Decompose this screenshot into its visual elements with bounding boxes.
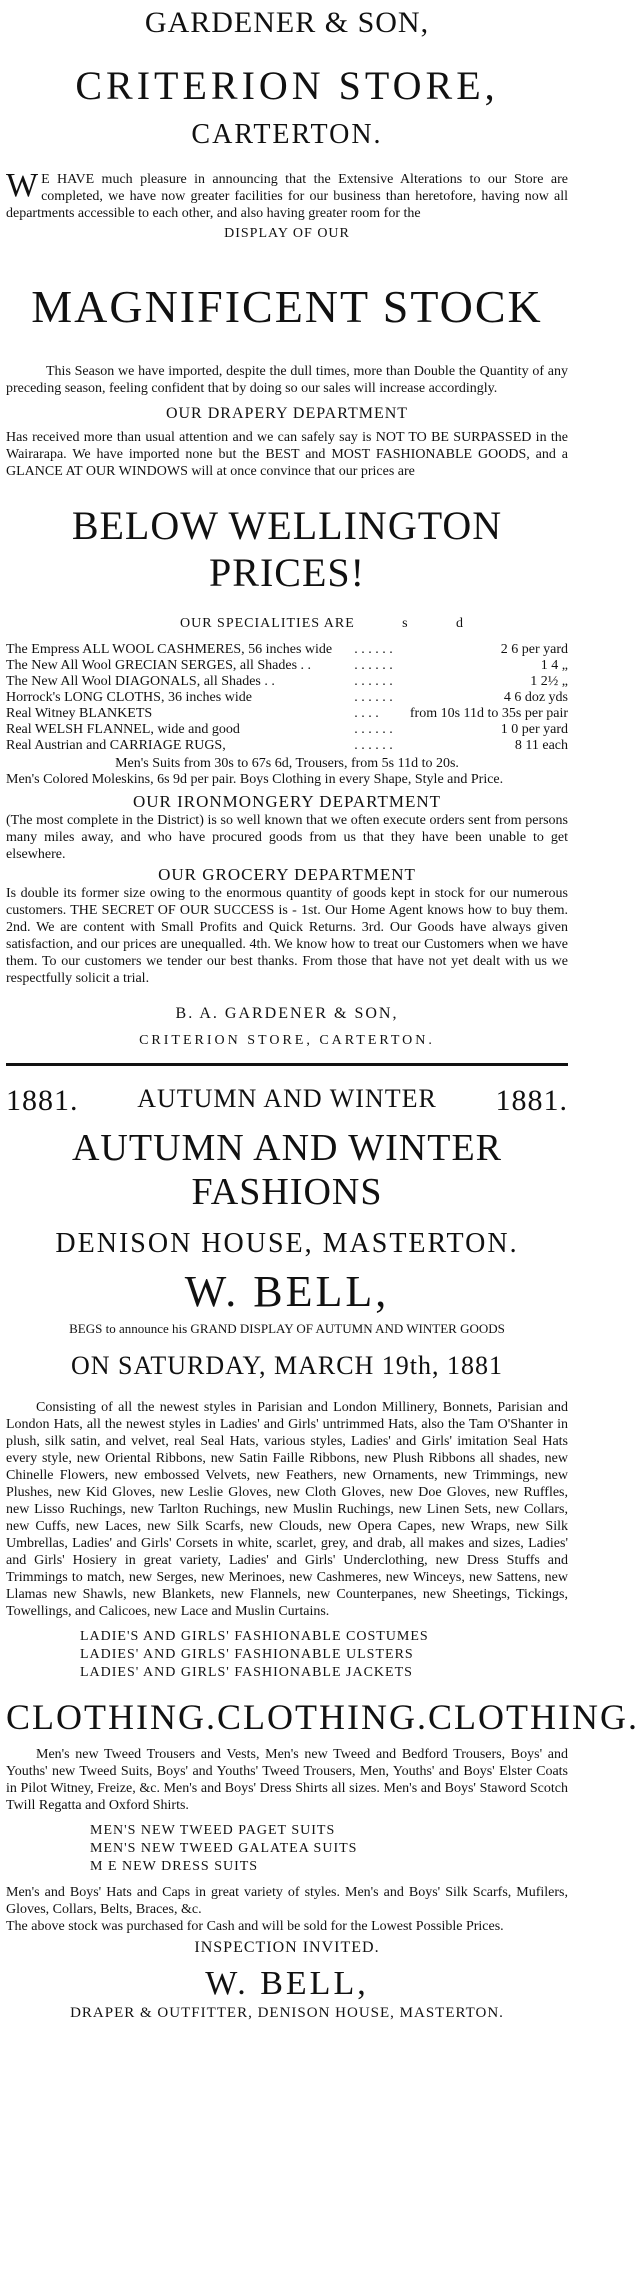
- mens-suit-item: M E NEW DRESS SUITS: [90, 1859, 259, 1874]
- store-name: CRITERION STORE,: [75, 63, 499, 108]
- section-divider: [6, 1063, 568, 1066]
- speciality-row: [6, 722, 568, 738]
- specialities-table: [6, 642, 568, 754]
- clothing-word: CLOTHING.: [427, 1697, 639, 1737]
- speciality-item: The Empress ALL WOOL CASHMERES, 56 inches wide: [6, 642, 333, 657]
- grocery-heading: OUR GROCERY DEPARTMENT: [158, 865, 416, 884]
- hats-paragraph: Men's and Boys' Hats and Caps in great variety of styles. Men's and Boys' Silk Scarfs, Mufilers, Gloves, Collars, Belts, Braces, &c.: [6, 1885, 568, 1917]
- year-left: 1881.: [6, 1084, 79, 1117]
- speciality-item: Real WELSH FLANNEL, wide and good: [6, 722, 240, 737]
- speciality-price: 8 11 each: [514, 738, 568, 753]
- speciality-dots: . . . .: [354, 706, 379, 721]
- bell-advert: [0, 1084, 639, 2022]
- inspection-line: INSPECTION INVITED.: [194, 1939, 380, 1956]
- speciality-price: 2 6 per yard: [500, 642, 568, 657]
- speciality-price: from 10s 11d to 35s per pair: [409, 706, 568, 721]
- specialities-d-col: d: [456, 616, 464, 631]
- clothing-word: CLOTHING.: [6, 1697, 217, 1737]
- season-paragraph: This Season we have imported, despite the dull times, more than Double the Quantity of any preceding season, feeling confident that by doing so our sales will increase accordingly.: [6, 364, 568, 396]
- speciality-row: [6, 690, 568, 706]
- speciality-dots: . . . . . .: [354, 674, 393, 689]
- clothing-heading: [0, 1696, 639, 1738]
- gardener-advert: [0, 6, 574, 1049]
- ladies-item: LADIES' AND GIRLS' FASHIONABLE JACKETS: [80, 1665, 413, 1680]
- town-name: CARTERTON.: [191, 119, 383, 150]
- speciality-item: Real Witney BLANKETS: [6, 706, 153, 721]
- speciality-dots: . . . . . .: [354, 738, 393, 753]
- clothing-word: CLOTHING.: [216, 1697, 428, 1737]
- ironmongery-heading: OUR IRONMONGERY DEPARTMENT: [132, 792, 442, 811]
- drop-cap: W: [6, 167, 39, 204]
- specialities-title: OUR SPECIALITIES ARE: [180, 616, 355, 631]
- grocery-paragraph: Is double its former size owing to the enormous quantity of goods kept in stock for our numerous customers. THE SECRET OF OUR SUCCESS is - 1st. Our Home Agent knows how to buy them. 2nd. We are content with Small Profits and Quick Returns. 3rd. Our Goods have always given satisfaction, and our prices are unequalled. 4th. We know how to treat our Customers when we have them. To our customers we tender our best thanks. From those that have not yet dealt with us we respectfully solicit a trial.: [6, 886, 568, 986]
- speciality-row: [6, 738, 568, 754]
- ladies-list: [0, 1628, 574, 1682]
- mens-suits-list: [0, 1822, 574, 1876]
- fashions-heading: AUTUMN AND WINTER FASHIONS: [71, 1127, 503, 1213]
- drapery-heading: OUR DRAPERY DEPARTMENT: [165, 405, 409, 422]
- draper-address: DRAPER & OUTFITTER, DENISON HOUSE, MASTERTON.: [70, 2005, 504, 2021]
- speciality-row: [6, 674, 568, 690]
- season-title: AUTUMN AND WINTER: [137, 1084, 437, 1113]
- specialities-heading: [0, 616, 574, 632]
- suits-line: Men's Suits from 30s to 67s 6d, Trousers, from 5s 11d to 20s.: [115, 756, 459, 771]
- specialities-s-col: s: [402, 616, 409, 631]
- speciality-item: Horrock's LONG CLOTHS, 36 inches wide: [6, 690, 252, 705]
- speciality-item: The New All Wool DIAGONALS, all Shades . .: [6, 674, 275, 689]
- house-heading: DENISON HOUSE, MASTERTON.: [55, 1228, 519, 1259]
- date-heading: ON SATURDAY, MARCH 19th, 1881: [70, 1351, 504, 1380]
- signature-address: CRITERION STORE, CARTERTON.: [139, 1033, 435, 1048]
- speciality-dots: . . . . . .: [354, 642, 393, 657]
- season-header: [0, 1084, 574, 1118]
- year-right: 1881.: [495, 1084, 568, 1117]
- speciality-item: The New All Wool GRECIAN SERGES, all Shades . .: [6, 658, 312, 673]
- ironmongery-paragraph: (The most complete in the District) is so well known that we often execute orders sent from persons many miles away, and who have procured goods from us that they have been unable to get elsewhere.: [6, 813, 568, 862]
- below-wellington-heading: BELOW WELLINGTON PRICES!: [71, 503, 503, 595]
- speciality-dots: . . . . . .: [354, 658, 393, 673]
- speciality-price: 4 6 doz yds: [503, 690, 568, 705]
- speciality-price: 1 0 per yard: [500, 722, 568, 737]
- newspaper-page: [0, 6, 639, 2272]
- speciality-dots: . . . . . .: [354, 722, 393, 737]
- advert-title: GARDENER & SON,: [144, 6, 430, 39]
- ladies-item: LADIES' AND GIRLS' FASHIONABLE ULSTERS: [80, 1647, 414, 1662]
- mens-paragraph: Men's new Tweed Trousers and Vests, Men's new Tweed and Bedford Trousers, Boys' and Youths' new Tweed Suits, Boys' and Youths' Tweed Trousers, Men, Youths' and Boys' Elster Coats in Pilot Witney, Freize, &c. Men's and Boys' Dress Shirts all sizes. Men's and Boys' Staword Scotch Twill Regatta and Oxford Shirts.: [6, 1747, 568, 1813]
- mens-suit-item: MEN'S NEW TWEED GALATEA SUITS: [90, 1841, 358, 1856]
- signature-name: B. A. GARDENER & SON,: [175, 1005, 399, 1022]
- consisting-paragraph: Consisting of all the newest styles in Parisian and London Millinery, Bonnets, Parisian and London Hats, all the newest styles in Ladies' and Girls' untrimmed Hats, also the Tam O'Shanter in plush, silk satin, and velvet, real Seal Hats, various styles, Ladies' and Girls' imitation Seal Hats every style, new Oriental Ribbons, new Satin Faille Ribbons, new Plush Ribbons all shades, new Chinelle Flowers, new embossed Velvets, new Feathers, new Ornaments, new Trimmings, new Plushes, new Kid Gloves, new Leslie Gloves, new Cloth Gloves, new Doe Gloves, new Ruffles, new Lisso Ruchings, new Tarlton Ruchings, new Muslin Ruchings, new Linen Sets, new Collars, new Cuffs, new Laces, new Silk Scarfs, new Clouds, new Opera Capes, new Wraps, new Silk Umbrellas, Ladies' and Girls' Corsets in white, scarlet, grey, and drab, all makes and sizes, Ladies' and Girls' Hosiery in great variety, Ladies' and Girls' Underclothing, new Dress Stuffs and Trimmings to match, new Serges, new Merinoes, new Cashmeres, new Winceys, new Sattens, new Llamas new Shawls, new Blankets, new Flannels, new Counterpanes, new Sheetings, Tickings, Towellings, and Calicoes, new Lace and Muslin Curtains.: [6, 1400, 568, 1619]
- speciality-row: [6, 642, 568, 658]
- moleskins-line: Men's Colored Moleskins, 6s 9d per pair. Boys Clothing in every Shape, Style and Price.: [6, 772, 504, 787]
- purchased-line: The above stock was purchased for Cash and will be sold for the Lowest Possible Prices.: [6, 1919, 504, 1934]
- speciality-item: Real Austrian and CARRIAGE RUGS,: [6, 738, 226, 753]
- speciality-row: [6, 706, 568, 722]
- proprietor-name: W. BELL,: [184, 1267, 390, 1316]
- intro-paragraph: [0, 167, 574, 222]
- magnificent-heading: MAGNIFICENT STOCK: [31, 281, 543, 332]
- speciality-price: 1 2½ „: [530, 674, 568, 689]
- display-of-heading: DISPLAY OF OUR: [224, 226, 350, 241]
- begs-line: BEGS to announce his GRAND DISPLAY OF AUTUMN AND WINTER GOODS: [69, 1321, 505, 1336]
- drapery-paragraph: Has received more than usual attention and we can safely say is NOT TO BE SURPASSED in the Wairarapa. We have imported none but the BEST and MOST FASHIONABLE GOODS, and a GLANCE AT OUR WINDOWS will at once convince that our prices are: [6, 430, 568, 479]
- ladies-item: LADIE'S AND GIRLS' FASHIONABLE COSTUMES: [80, 1629, 429, 1644]
- mens-suit-item: MEN'S NEW TWEED PAGET SUITS: [90, 1823, 336, 1838]
- speciality-row: [6, 658, 568, 674]
- speciality-price: 1 4 „: [540, 658, 568, 673]
- intro-text: E HAVE much pleasure in announcing that the Extensive Alterations to our Store are completed, we have now greater facilities for our business than heretofore, having now all departments accessible to each other, and also having greater room for the: [6, 172, 568, 221]
- proprietor-name-footer: W. BELL,: [205, 1965, 369, 2002]
- speciality-dots: . . . . . .: [354, 690, 393, 705]
